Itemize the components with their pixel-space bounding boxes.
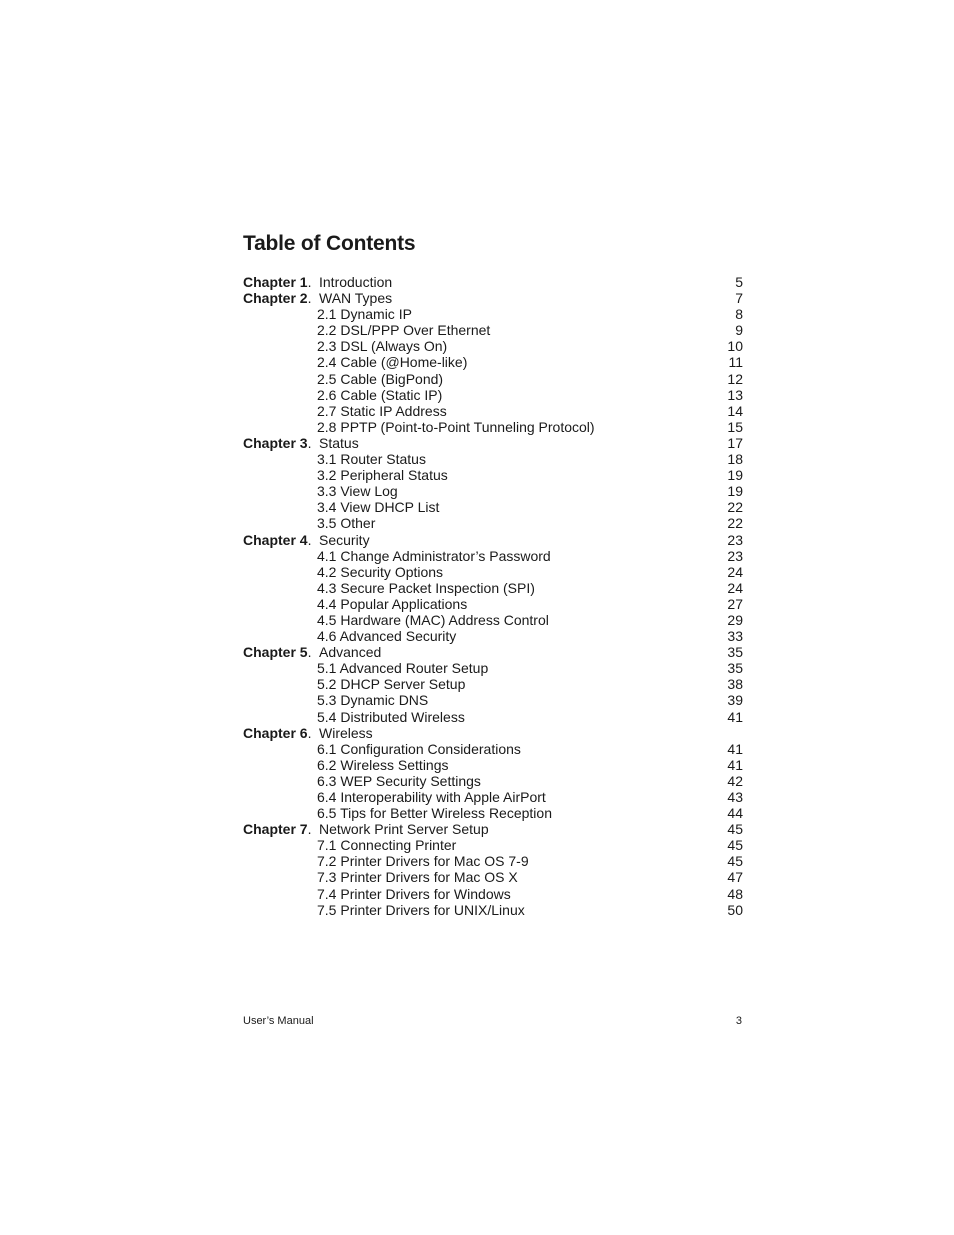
page-number: 43	[727, 789, 743, 805]
footer-manual-label: User’s Manual	[243, 1015, 314, 1027]
chapter-label-text: Chapter 7	[243, 821, 308, 838]
section-title: 4.3 Secure Packet Inspection (SPI)	[317, 579, 535, 596]
toc-section-row	[243, 499, 743, 515]
toc-section-row	[243, 709, 743, 725]
page-number: 35	[727, 660, 743, 677]
chapter-label-text: Chapter 6	[243, 724, 308, 741]
toc-section-row	[243, 757, 743, 773]
toc-section-row	[243, 387, 743, 403]
section-title: 4.6 Advanced Security	[317, 628, 457, 645]
toc-chapter-row	[243, 532, 743, 548]
chapter-label: Chapter 6.	[243, 724, 312, 741]
page-number: 38	[727, 676, 743, 693]
section-title: 7.4 Printer Drivers for Windows	[317, 885, 511, 902]
page-number: 18	[727, 451, 743, 468]
section-title: 3.1 Router Status	[317, 451, 426, 468]
chapter-label: Chapter 4.	[243, 531, 312, 548]
section-title: 4.1 Change Administrator’s Password	[317, 547, 551, 564]
chapter-label-text: Chapter 2	[243, 290, 308, 307]
toc-section-row	[243, 628, 743, 644]
toc-chapter-row	[243, 821, 743, 837]
section-title: 2.3 DSL (Always On)	[317, 338, 448, 355]
toc-section-row	[243, 660, 743, 676]
page-number: 39	[727, 692, 743, 709]
toc-section-row	[243, 805, 743, 821]
toc-section-row	[243, 403, 743, 419]
toc-section-row	[243, 419, 743, 435]
section-title: 5.1 Advanced Router Setup	[317, 660, 489, 677]
toc-section-row	[243, 773, 743, 789]
toc-section-row	[243, 354, 743, 370]
toc-section-row	[243, 580, 743, 596]
toc-section-row	[243, 853, 743, 869]
toc-section-row	[243, 515, 743, 531]
chapter-title: Introduction	[319, 274, 393, 290]
page-number: 41	[727, 756, 743, 773]
section-title: 2.2 DSL/PPP Over Ethernet	[317, 322, 491, 339]
chapter-label-text: Chapter 3	[243, 434, 308, 451]
toc-section-row	[243, 548, 743, 564]
chapter-label: Chapter 1.	[243, 274, 312, 290]
page-number: 23	[727, 531, 743, 548]
toc-section-row	[243, 467, 743, 483]
chapter-label: Chapter 7.	[243, 821, 312, 838]
table-of-contents	[243, 274, 743, 918]
page-number: 12	[727, 370, 743, 387]
page-number: 45	[727, 821, 743, 838]
page-number: 22	[727, 499, 743, 516]
page-number: 14	[727, 402, 743, 419]
page-number: 44	[727, 805, 743, 822]
page-number: 47	[727, 869, 743, 886]
chapter-title: Security	[319, 531, 370, 548]
page-number: 22	[727, 515, 743, 532]
page-number: 7	[735, 290, 743, 307]
page-number: 10	[727, 338, 743, 355]
section-title: 5.3 Dynamic DNS	[317, 692, 429, 709]
section-title: 3.3 View Log	[317, 483, 398, 500]
toc-section-row	[243, 789, 743, 805]
toc-section-row	[243, 692, 743, 708]
page-number: 50	[727, 901, 743, 918]
chapter-title: Wireless	[319, 724, 373, 741]
section-title: 2.6 Cable (Static IP)	[317, 386, 443, 403]
page-number: 33	[727, 628, 743, 645]
section-title: 4.4 Popular Applications	[317, 595, 468, 612]
page-number: 45	[727, 837, 743, 854]
footer-page-number: 3	[735, 1015, 742, 1027]
toc-section-row	[243, 676, 743, 692]
section-title: 7.2 Printer Drivers for Mac OS 7-9	[317, 853, 529, 870]
page-number: 42	[727, 772, 743, 789]
chapter-label: Chapter 2.	[243, 290, 312, 307]
toc-chapter-row	[243, 725, 743, 741]
chapter-title: WAN Types	[319, 290, 393, 307]
page-number: 35	[727, 644, 743, 661]
page-number: 24	[727, 579, 743, 596]
chapter-title: Advanced	[319, 644, 382, 661]
toc-section-row	[243, 869, 743, 885]
toc-section-row	[243, 338, 743, 354]
toc-section-row	[243, 371, 743, 387]
section-title: 6.4 Interoperability with Apple AirPort	[317, 789, 546, 805]
section-title: 3.5 Other	[317, 515, 376, 532]
toc-section-row	[243, 483, 743, 499]
section-title: 2.1 Dynamic IP	[317, 306, 412, 323]
page-number: 8	[735, 306, 743, 323]
section-title: 7.3 Printer Drivers for Mac OS X	[317, 869, 518, 886]
toc-chapter-row	[243, 290, 743, 306]
toc-section-row	[243, 322, 743, 338]
section-title: 7.5 Printer Drivers for UNIX/Linux	[317, 901, 525, 918]
section-title: 2.4 Cable (@Home-like)	[317, 354, 468, 371]
chapter-label: Chapter 3.	[243, 434, 312, 451]
section-title: 6.2 Wireless Settings	[317, 756, 449, 773]
toc-chapter-row	[243, 435, 743, 451]
chapter-label: Chapter 5.	[243, 644, 312, 661]
page-number: 11	[728, 354, 743, 371]
chapter-title: Network Print Server Setup	[319, 821, 489, 838]
toc-section-row	[243, 564, 743, 580]
toc-section-row	[243, 612, 743, 628]
section-title: 6.5 Tips for Better Wireless Reception	[317, 805, 552, 822]
page-number: 23	[727, 547, 743, 564]
page-number: 17	[727, 434, 743, 451]
chapter-label-text: Chapter 4	[243, 531, 308, 548]
section-title: 5.2 DHCP Server Setup	[317, 676, 466, 693]
section-title: 4.5 Hardware (MAC) Address Control	[317, 611, 549, 628]
section-title: 6.3 WEP Security Settings	[317, 772, 481, 789]
toc-section-row	[243, 741, 743, 757]
page-title: Table of Contents	[243, 232, 416, 255]
toc-chapter-row	[243, 644, 743, 660]
section-title: 3.2 Peripheral Status	[317, 467, 448, 484]
section-title: 7.1 Connecting Printer	[317, 837, 457, 854]
page-number: 9	[735, 322, 743, 339]
page-number: 24	[727, 563, 743, 580]
page-number: 29	[727, 611, 743, 628]
toc-chapter-row	[243, 274, 743, 290]
section-title: 2.7 Static IP Address	[317, 402, 447, 419]
section-title: 6.1 Configuration Considerations	[317, 740, 521, 757]
section-title: 3.4 View DHCP List	[317, 499, 440, 516]
toc-section-row	[243, 886, 743, 902]
page-number: 13	[727, 386, 743, 403]
toc-section-row	[243, 451, 743, 467]
page-number: 27	[727, 595, 743, 612]
page-number: 19	[727, 483, 743, 500]
chapter-label-text: Chapter 5	[243, 644, 308, 661]
page-number: 45	[727, 853, 743, 870]
page-number: 41	[727, 740, 743, 757]
page-number: 5	[735, 274, 743, 290]
toc-section-row	[243, 596, 743, 612]
page-number: 15	[727, 418, 743, 435]
section-title: 4.2 Security Options	[317, 563, 444, 580]
page-number: 19	[727, 467, 743, 484]
chapter-title: Status	[319, 434, 359, 451]
chapter-label-text: Chapter 1	[243, 274, 308, 290]
toc-section-row	[243, 837, 743, 853]
toc-section-row	[243, 306, 743, 322]
page-number: 48	[727, 885, 743, 902]
page-number: 41	[727, 708, 743, 725]
section-title: 5.4 Distributed Wireless	[317, 708, 465, 725]
section-title: 2.8 PPTP (Point-to-Point Tunneling Protocol)	[317, 418, 595, 435]
toc-section-row	[243, 902, 743, 918]
section-title: 2.5 Cable (BigPond)	[317, 370, 444, 387]
